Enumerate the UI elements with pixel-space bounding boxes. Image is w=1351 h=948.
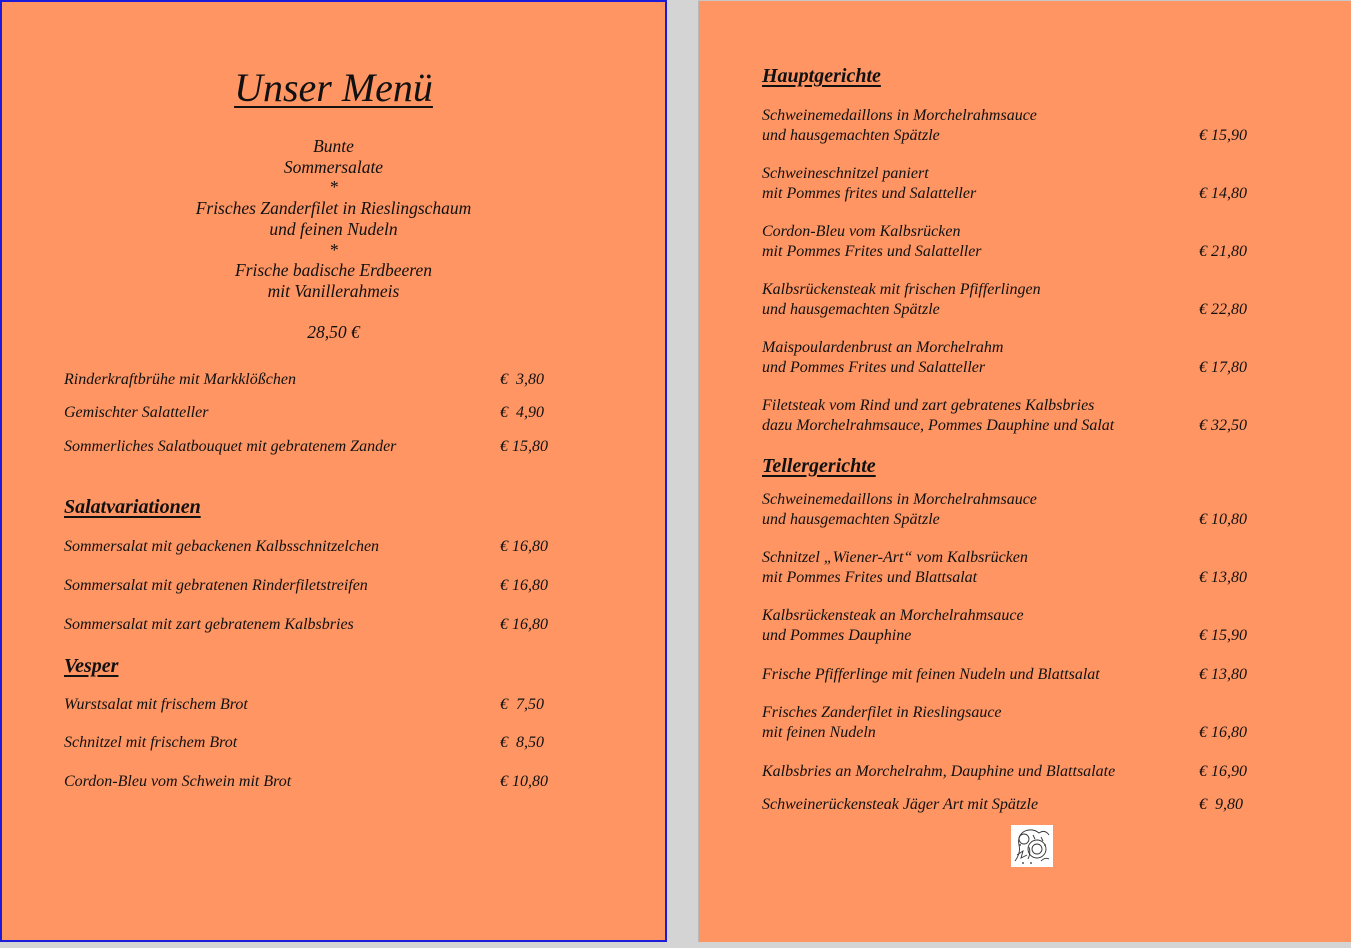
- course-menu-line: und feinen Nudeln: [269, 218, 398, 239]
- item-price: € 15,90: [1199, 626, 1247, 644]
- item-description: und hausgemachten Spätzle: [762, 510, 940, 528]
- item-name: Rinderkraftbrühe mit Markklößchen: [64, 371, 296, 388]
- item-name: Frische Pfifferlinge mit feinen Nudeln und Blattsalat: [762, 666, 1100, 683]
- decorative-logo-icon: [1011, 825, 1053, 867]
- item-description: mit Pommes frites und Salatteller: [762, 184, 977, 202]
- item-price: € 7,50: [500, 696, 544, 713]
- menu-item: [762, 549, 1262, 589]
- item-description: mit feinen Nudeln: [762, 723, 876, 741]
- item-name: Maispoulardenbrust an Morchelrahm: [762, 339, 1004, 356]
- item-price: € 13,80: [1199, 568, 1247, 586]
- course-menu-line: *: [329, 177, 338, 198]
- item-name: Frisches Zanderfilet in Rieslingsauce: [762, 704, 1002, 721]
- item-description: und hausgemachten Spätzle: [762, 126, 940, 144]
- menu-page-left: [0, 0, 667, 942]
- menu-item: [64, 696, 564, 716]
- menu-page-right: [698, 0, 1351, 942]
- item-description: dazu Morchelrahmsauce, Pommes Dauphine und Salat: [762, 416, 1115, 434]
- menu-item: [64, 371, 564, 391]
- section-heading-vesper: Vesper: [64, 655, 119, 677]
- menu-item: [762, 397, 1262, 437]
- item-price: € 3,80: [500, 371, 544, 388]
- item-name: Wurstsalat mit frischem Brot: [64, 696, 248, 713]
- item-price: € 15,90: [1199, 126, 1247, 144]
- item-name: Sommerliches Salatbouquet mit gebratenem Zander: [64, 438, 397, 455]
- item-price: € 13,80: [1199, 666, 1247, 683]
- menu-item: [762, 223, 1262, 263]
- item-name: Cordon-Bleu vom Kalbsrücken: [762, 223, 961, 240]
- menu-item: [64, 438, 564, 458]
- course-menu-line: mit Vanillerahmeis: [267, 280, 400, 301]
- item-name: Filetsteak vom Rind und zart gebratenes Kalbsbries: [762, 397, 1095, 414]
- item-name: Schweinemedaillons in Morchelrahmsauce: [762, 107, 1037, 124]
- course-menu: [2, 136, 665, 302]
- item-name: Schnitzel mit frischem Brot: [64, 734, 238, 751]
- menu-item: [64, 773, 564, 793]
- item-price: € 22,80: [1199, 300, 1247, 318]
- item-description: mit Pommes Frites und Salatteller: [762, 242, 982, 260]
- menu-item: [762, 607, 1262, 647]
- item-price: € 16,80: [500, 577, 548, 594]
- section-heading-tellergerichte: Tellergerichte: [762, 455, 876, 477]
- menu-item: [64, 404, 564, 424]
- menu-item: [762, 281, 1262, 321]
- item-name: Sommersalat mit zart gebratenem Kalbsbries: [64, 616, 354, 633]
- item-price: € 10,80: [1199, 510, 1247, 528]
- item-price: € 8,50: [500, 734, 544, 751]
- course-menu-line: *: [329, 239, 338, 260]
- course-menu-line: Frische badische Erdbeeren: [235, 260, 432, 281]
- item-price: € 32,50: [1199, 416, 1247, 434]
- item-description: und Pommes Frites und Salatteller: [762, 358, 986, 376]
- item-name: Kalbsrückensteak mit frischen Pfifferlingen: [762, 281, 1041, 298]
- item-price: € 16,90: [1199, 763, 1247, 780]
- item-name: Kalbsrückensteak an Morchelrahmsauce: [762, 607, 1024, 624]
- item-description: und Pommes Dauphine: [762, 626, 912, 644]
- menu-title: Unser Menü: [234, 65, 433, 110]
- menu-item: [64, 616, 564, 636]
- item-price: € 15,80: [500, 438, 548, 455]
- item-price: € 21,80: [1199, 242, 1247, 260]
- menu-item: [762, 796, 1262, 816]
- menu-item: [762, 107, 1262, 147]
- course-menu-line: Sommersalate: [283, 156, 384, 177]
- item-price: € 17,80: [1199, 358, 1247, 376]
- item-name: Schweineschnitzel paniert: [762, 165, 929, 182]
- item-price: € 16,80: [500, 616, 548, 633]
- item-price: € 16,80: [500, 538, 548, 555]
- course-menu-line: Bunte: [313, 136, 354, 156]
- menu-item: [762, 666, 1262, 686]
- menu-item: [762, 704, 1262, 744]
- item-price: € 4,90: [500, 404, 544, 421]
- item-description: und hausgemachten Spätzle: [762, 300, 940, 318]
- item-name: Schweinemedaillons in Morchelrahmsauce: [762, 491, 1037, 508]
- item-name: Cordon-Bleu vom Schwein mit Brot: [64, 773, 292, 790]
- item-description: mit Pommes Frites und Blattsalat: [762, 568, 978, 586]
- item-name: Schweinerückensteak Jäger Art mit Spätzle: [762, 796, 1039, 813]
- item-price: € 16,80: [1199, 723, 1247, 741]
- menu-item: [762, 165, 1262, 205]
- course-menu-price: 28,50 €: [307, 322, 360, 342]
- item-price: € 9,80: [1199, 796, 1243, 813]
- item-price: € 14,80: [1199, 184, 1247, 202]
- item-name: Sommersalat mit gebratenen Rinderfiletstreifen: [64, 577, 368, 594]
- item-name: Sommersalat mit gebackenen Kalbsschnitzelchen: [64, 538, 380, 555]
- menu-item: [64, 734, 564, 754]
- menu-item: [64, 538, 564, 558]
- item-name: Schnitzel „Wiener-Art“ vom Kalbsrücken: [762, 549, 1028, 566]
- section-heading-hauptgerichte: Hauptgerichte: [762, 65, 881, 87]
- menu-item: [64, 577, 564, 597]
- menu-item: [762, 763, 1262, 783]
- section-heading-salatvariationen: Salatvariationen: [64, 496, 201, 518]
- item-name: Gemischter Salatteller: [64, 404, 209, 421]
- menu-item: [762, 491, 1262, 531]
- menu-item: [762, 339, 1262, 379]
- item-price: € 10,80: [500, 773, 548, 790]
- item-name: Kalbsbries an Morchelrahm, Dauphine und Blattsalate: [762, 763, 1116, 780]
- course-menu-line: Frisches Zanderfilet in Rieslingschaum: [195, 198, 472, 219]
